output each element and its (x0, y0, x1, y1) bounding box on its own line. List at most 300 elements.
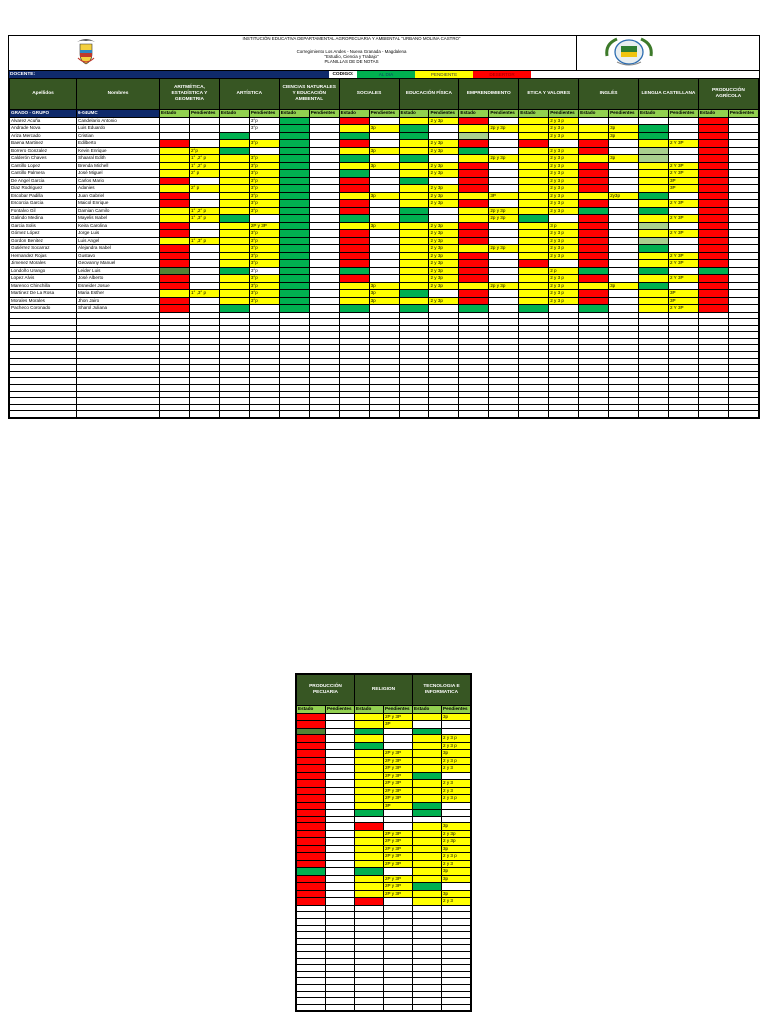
pending-cell (442, 772, 471, 780)
status-cell (279, 385, 309, 392)
pending-cell (249, 404, 279, 411)
name-cell: Kevin Enrique (77, 147, 160, 155)
status-cell (355, 795, 384, 803)
status-cell (579, 237, 609, 245)
status-cell (413, 742, 442, 750)
pending-cell (668, 132, 698, 140)
pending-cell: 2P y 3P (384, 787, 413, 795)
status-cell (459, 385, 489, 392)
pending-cell (668, 358, 698, 365)
status-cell (219, 312, 249, 319)
pending-cell (609, 358, 639, 365)
status-cell (297, 868, 326, 876)
pending-cell (369, 398, 399, 405)
status-cell (160, 170, 190, 178)
pending-cell (309, 332, 339, 339)
student-row (10, 352, 759, 359)
status-cell (639, 411, 669, 418)
pending-cell (442, 958, 471, 965)
pending-cell (384, 1004, 413, 1011)
pending-cell: 2 y 3 p (549, 282, 579, 290)
pending-cell: 2 y 3 p (549, 177, 579, 185)
pending-cell (189, 378, 219, 385)
student-row (297, 905, 471, 912)
pending-cell (309, 162, 339, 170)
extra-grades-table (296, 674, 471, 1011)
pending-cell (189, 192, 219, 200)
pending-cell: 2 Y 3P (668, 162, 698, 170)
estado-col-header: Estado (519, 110, 549, 118)
pending-cell (609, 312, 639, 319)
status-cell (459, 245, 489, 253)
student-row (10, 177, 759, 185)
pending-cell: 2 Y 3P (668, 170, 698, 178)
student-row (297, 845, 471, 853)
status-cell (339, 237, 369, 245)
status-cell (355, 965, 384, 972)
status-cell (459, 290, 489, 298)
status-cell (297, 1004, 326, 1011)
student-row (10, 230, 759, 238)
pending-cell (309, 185, 339, 193)
student-row (10, 371, 759, 378)
pending-cell: 3°p (249, 245, 279, 253)
status-cell (399, 275, 429, 283)
pending-cell (326, 945, 355, 952)
pending-cell: 3°p (249, 275, 279, 283)
pending-cell (609, 378, 639, 385)
status-cell (519, 222, 549, 230)
pending-cell (609, 352, 639, 359)
pending-cell: 3p (442, 750, 471, 758)
pending-cell: 2 y 3 (442, 765, 471, 773)
pending-cell (189, 282, 219, 290)
pending-cell (668, 267, 698, 275)
surname-cell: Martinez De La Rosa (10, 290, 77, 298)
pending-cell: 3p (442, 868, 471, 876)
student-row (297, 945, 471, 952)
pending-cell (668, 411, 698, 418)
student-row (10, 404, 759, 411)
status-cell (399, 290, 429, 298)
status-cell (579, 411, 609, 418)
grade-sheet (8, 35, 760, 419)
estado-col-header: Estado (639, 110, 669, 118)
status-cell (698, 352, 728, 359)
name-cell: Adanies (77, 185, 160, 193)
status-cell (698, 312, 728, 319)
pending-cell (326, 984, 355, 991)
surname-cell: Jimenez Morales (10, 260, 77, 268)
status-cell (413, 883, 442, 891)
status-cell (639, 245, 669, 253)
pending-cell: 3p (442, 823, 471, 831)
pending-cell (309, 177, 339, 185)
pending-cell: 3P (668, 177, 698, 185)
surname-cell: Galindo Medina (10, 215, 77, 223)
pending-cell: 3p (369, 125, 399, 133)
pending-cell (249, 378, 279, 385)
status-cell (160, 297, 190, 305)
status-cell (459, 371, 489, 378)
student-row (10, 185, 759, 193)
pending-cell (549, 352, 579, 359)
status-cell (355, 971, 384, 978)
pending-cell: 2 y 3p (429, 275, 459, 283)
status-cell (279, 155, 309, 163)
name-cell: Sharol Juliana (77, 305, 160, 313)
status-cell (459, 230, 489, 238)
pending-cell (609, 200, 639, 208)
pending-cell (326, 925, 355, 932)
status-cell (279, 192, 309, 200)
status-cell (639, 170, 669, 178)
surname-cell: Gómez López (10, 230, 77, 238)
pending-cell (429, 398, 459, 405)
status-cell (413, 787, 442, 795)
pending-cell: 2 y 3 p (549, 297, 579, 305)
status-cell (459, 338, 489, 345)
status-cell (339, 200, 369, 208)
pending-cell: 1° ,3° p (189, 290, 219, 298)
pending-cell (326, 765, 355, 773)
status-cell (639, 332, 669, 339)
pending-cell (189, 338, 219, 345)
status-cell (297, 991, 326, 998)
pending-cell (668, 282, 698, 290)
estado-col-header: Estado (579, 110, 609, 118)
pending-cell (369, 170, 399, 178)
status-cell (639, 155, 669, 163)
status-cell (413, 958, 442, 965)
pending-cell: 2 Y 3P (668, 275, 698, 283)
status-cell (219, 170, 249, 178)
pending-cell (189, 345, 219, 352)
status-cell (219, 338, 249, 345)
pending-cell: 3P (489, 192, 519, 200)
status-cell (639, 200, 669, 208)
pending-cell (384, 918, 413, 925)
pending-cell: 2 Y 3P (668, 140, 698, 148)
status-cell (355, 721, 384, 729)
student-row (10, 325, 759, 332)
pending-cell (189, 391, 219, 398)
status-cell (339, 290, 369, 298)
status-cell (279, 267, 309, 275)
status-cell (579, 132, 609, 140)
surname-cell: Cantillo Palmera (10, 170, 77, 178)
status-cell (339, 358, 369, 365)
pending-cell (728, 305, 758, 313)
student-row (10, 155, 759, 163)
status-cell (160, 230, 190, 238)
pending-cell: 3°p (249, 177, 279, 185)
student-row (297, 795, 471, 803)
subject-header: ARITMÉTICA, ESTADÍSTICA Y GEOMETRIA (160, 79, 220, 110)
name-cell (77, 338, 160, 345)
status-cell (698, 162, 728, 170)
pending-cell (609, 215, 639, 223)
status-cell (399, 325, 429, 332)
status-cell (297, 965, 326, 972)
pending-cell (369, 411, 399, 418)
status-cell (219, 177, 249, 185)
pending-cell: 3°p (249, 155, 279, 163)
student-row (10, 297, 759, 305)
surname-cell: Diaz Rodriguez (10, 185, 77, 193)
pendientes-col-header: Pendientes (728, 110, 758, 118)
pending-cell (309, 125, 339, 133)
pending-cell (429, 358, 459, 365)
pending-cell: 2P y 3P (384, 713, 413, 721)
status-cell (219, 162, 249, 170)
status-cell (297, 925, 326, 932)
estado-col-header: Estado (160, 110, 190, 118)
pending-cell (549, 404, 579, 411)
status-cell (399, 398, 429, 405)
pending-cell (369, 305, 399, 313)
pending-cell (549, 338, 579, 345)
estado-col-header: Estado (399, 110, 429, 118)
status-cell (339, 411, 369, 418)
status-cell (279, 260, 309, 268)
status-cell (579, 215, 609, 223)
status-cell (519, 282, 549, 290)
pending-cell (609, 260, 639, 268)
pending-cell (442, 925, 471, 932)
pending-cell: 3°p (249, 192, 279, 200)
name-cell (77, 358, 160, 365)
surname-cell: Cantillo Lopez (10, 162, 77, 170)
pending-cell (728, 222, 758, 230)
status-cell (399, 185, 429, 193)
student-row (297, 721, 471, 729)
pending-cell (326, 735, 355, 743)
surname-header: Apellidos (10, 79, 77, 110)
status-cell (519, 365, 549, 372)
status-cell (639, 125, 669, 133)
status-cell (698, 245, 728, 253)
surname-cell (10, 378, 77, 385)
status-cell (639, 297, 669, 305)
pending-cell (309, 252, 339, 260)
pending-cell (549, 358, 579, 365)
status-cell (339, 345, 369, 352)
pending-cell (728, 297, 758, 305)
student-row (10, 117, 759, 125)
status-cell (160, 207, 190, 215)
pending-cell (442, 965, 471, 972)
status-cell (413, 795, 442, 803)
status-cell (413, 838, 442, 846)
pending-cell (728, 170, 758, 178)
pending-cell (489, 147, 519, 155)
pending-cell (309, 275, 339, 283)
pending-cell: 2 y 3 p (442, 742, 471, 750)
status-cell (297, 787, 326, 795)
status-cell (639, 222, 669, 230)
status-cell (639, 260, 669, 268)
status-cell (413, 912, 442, 919)
pending-cell: 2 Y 3P (668, 215, 698, 223)
name-cell: Brenda Michell (77, 162, 160, 170)
name-cell: Esneider Josue (77, 282, 160, 290)
status-cell (339, 207, 369, 215)
pending-cell (668, 319, 698, 326)
pending-cell: 3 p (549, 222, 579, 230)
pending-cell (249, 365, 279, 372)
pendientes-col-header: Pendientes (668, 110, 698, 118)
pending-cell (326, 810, 355, 817)
subject-header: ARTÍSTICA (219, 79, 279, 110)
pending-cell (489, 378, 519, 385)
status-cell (459, 140, 489, 148)
pending-cell (668, 312, 698, 319)
status-cell (355, 735, 384, 743)
pending-cell (189, 319, 219, 326)
pending-cell: 2 y 3 p (549, 162, 579, 170)
pending-cell (326, 932, 355, 939)
student-row (10, 365, 759, 372)
student-row (297, 984, 471, 991)
status-cell (160, 332, 190, 339)
status-cell (160, 147, 190, 155)
name-cell (77, 371, 160, 378)
status-cell (459, 312, 489, 319)
status-cell (698, 345, 728, 352)
pending-cell (489, 185, 519, 193)
pending-cell: 2 y 3p (429, 185, 459, 193)
status-cell (579, 282, 609, 290)
status-cell (413, 951, 442, 958)
status-cell (459, 222, 489, 230)
pending-cell (549, 385, 579, 392)
pending-cell (549, 140, 579, 148)
status-cell (355, 905, 384, 912)
status-cell (579, 378, 609, 385)
pendientes-col-header: Pendientes (189, 110, 219, 118)
status-cell (413, 938, 442, 945)
pending-cell (384, 958, 413, 965)
status-cell (297, 780, 326, 788)
pending-cell (309, 230, 339, 238)
status-cell (355, 742, 384, 750)
pending-cell (429, 312, 459, 319)
status-cell (459, 352, 489, 359)
status-cell (459, 305, 489, 313)
pending-cell (189, 252, 219, 260)
status-cell (279, 140, 309, 148)
student-row (10, 312, 759, 319)
pending-cell (369, 358, 399, 365)
status-cell (160, 391, 190, 398)
status-cell (413, 868, 442, 876)
pending-cell (728, 185, 758, 193)
status-cell (698, 338, 728, 345)
status-cell (579, 404, 609, 411)
status-cell (297, 795, 326, 803)
status-cell (399, 132, 429, 140)
status-cell (279, 237, 309, 245)
pending-cell (249, 385, 279, 392)
status-cell (579, 267, 609, 275)
pending-cell (249, 338, 279, 345)
name-cell (77, 319, 160, 326)
pending-cell: 3p (442, 890, 471, 898)
status-cell (639, 237, 669, 245)
pending-cell: 2° p (189, 170, 219, 178)
pending-cell (609, 185, 639, 193)
pending-cell (728, 192, 758, 200)
pending-cell (442, 932, 471, 939)
pending-cell (384, 932, 413, 939)
sheet-header (9, 36, 759, 71)
status-cell (219, 125, 249, 133)
status-cell (297, 838, 326, 846)
status-cell (279, 275, 309, 283)
pending-cell: 2 y 3 p (549, 192, 579, 200)
pending-cell (189, 411, 219, 418)
status-cell (399, 140, 429, 148)
pending-cell: 3°p (249, 252, 279, 260)
pending-cell (549, 411, 579, 418)
pending-cell (429, 411, 459, 418)
status-cell (579, 325, 609, 332)
status-cell (160, 319, 190, 326)
status-cell (355, 991, 384, 998)
estado-col-header: Estado (413, 706, 442, 714)
status-cell (399, 352, 429, 359)
status-cell (160, 252, 190, 260)
pending-cell: 3p (369, 147, 399, 155)
pending-cell (249, 215, 279, 223)
student-row (297, 816, 471, 823)
pending-cell (668, 125, 698, 133)
student-row (10, 391, 759, 398)
status-cell (579, 155, 609, 163)
status-cell (639, 267, 669, 275)
status-cell (355, 787, 384, 795)
status-cell (698, 391, 728, 398)
status-cell (399, 297, 429, 305)
pending-cell: 2P y 3P (384, 883, 413, 891)
pending-cell (668, 338, 698, 345)
pending-cell (609, 319, 639, 326)
pending-cell (668, 345, 698, 352)
status-cell (579, 245, 609, 253)
school-seal-icon (599, 36, 659, 70)
surname-cell: Ariza Mercado (10, 132, 77, 140)
status-cell (355, 810, 384, 817)
status-cell (413, 925, 442, 932)
pending-cell: 2p y 3p (489, 207, 519, 215)
status-cell (519, 378, 549, 385)
pending-cell (609, 297, 639, 305)
pending-cell (189, 385, 219, 392)
status-cell (579, 371, 609, 378)
pendientes-col-header: Pendientes (609, 110, 639, 118)
pending-cell (384, 951, 413, 958)
status-cell (639, 185, 669, 193)
pending-cell (728, 312, 758, 319)
pending-cell (326, 728, 355, 735)
pending-cell (728, 267, 758, 275)
student-row (10, 378, 759, 385)
status-cell (355, 984, 384, 991)
grade-group-label: GRADO - GRUPO (10, 110, 77, 118)
pending-cell (429, 177, 459, 185)
status-cell (160, 365, 190, 372)
